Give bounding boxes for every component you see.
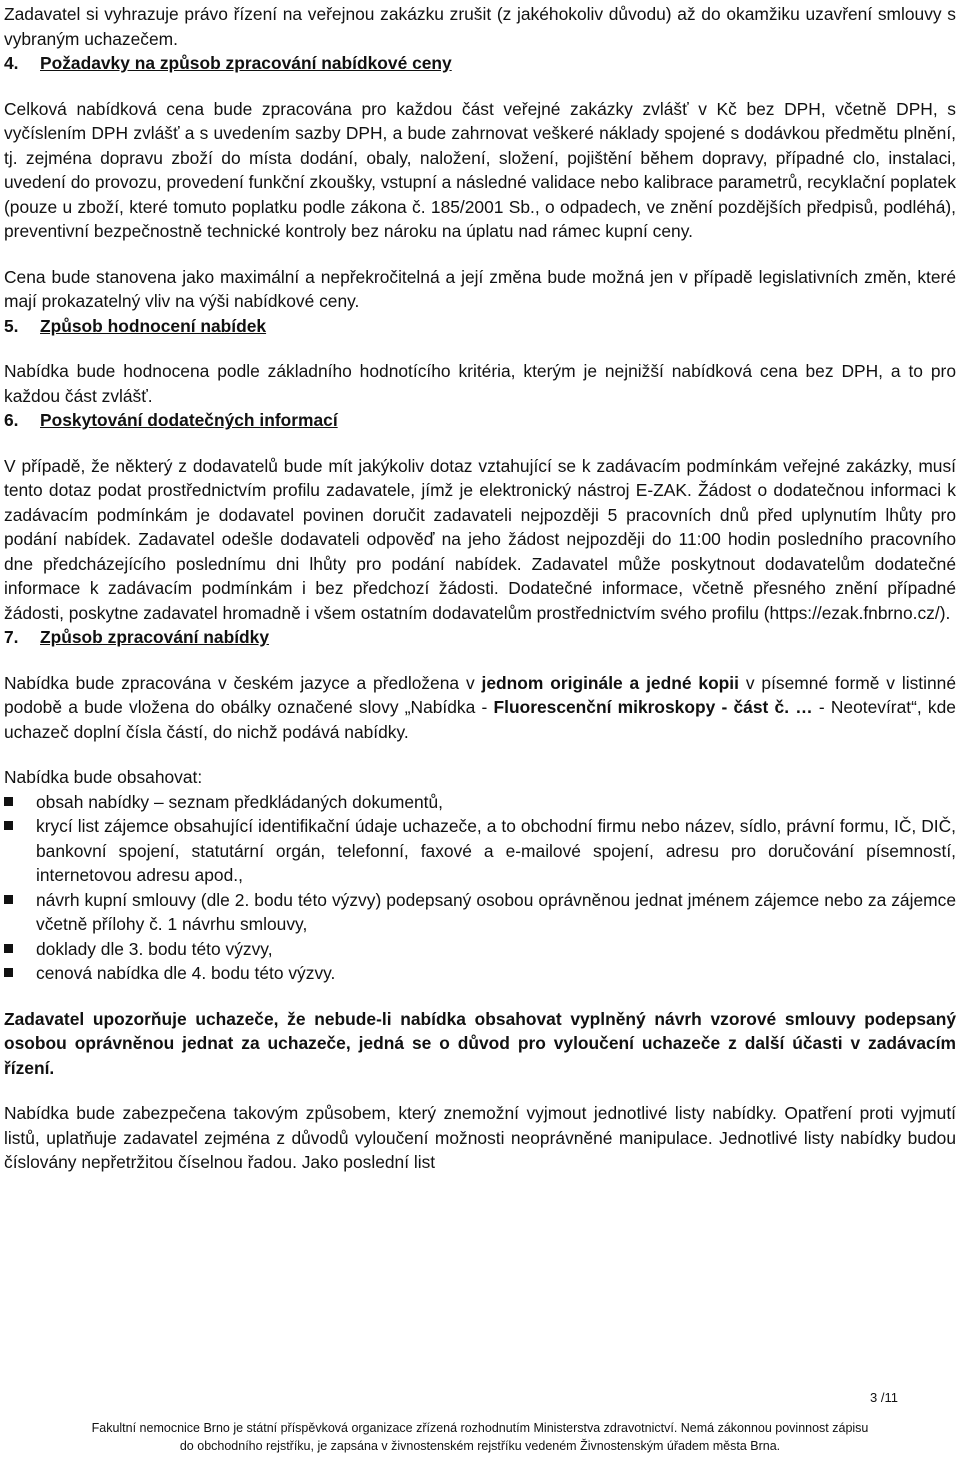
square-bullet-icon	[4, 968, 13, 977]
list-item: cenová nabídka dle 4. bodu této výzvy.	[4, 961, 956, 986]
page-number: 3 /11	[870, 1390, 898, 1405]
footer-line: do obchodního rejstříku, je zapsána v živnostenském rejstříku vedeném Živnostenským úřadem města Brna.	[179, 1439, 781, 1453]
warning-paragraph: Zadavatel upozorňuje uchazeče, že nebude-li nabídka obsahovat vyplněný návrh vzorové smlouvy podepsaný osobou oprávněnou jednat za uchazeče, jedná se o důvod pro vyloučení uchazeče z další účasti v zadávacím řízení.	[4, 1008, 956, 1078]
text-run: Nabídka bude zpracována v českém jazyce a předložena v	[4, 672, 482, 693]
footer-line: Fakultní nemocnice Brno je státní příspěvková organizace zřízená rozhodnutím Ministerstva zdravotnictví. Nemá zákonnou povinnost zápisu	[91, 1421, 869, 1435]
square-bullet-icon	[4, 797, 13, 806]
bold-text-run: Fluorescenční mikroskopy - část č. …	[493, 697, 813, 717]
text-run: - Neotevírat“, kde uchazeč doplní čísla částí, do nichž podává nabídky.	[4, 697, 956, 742]
section-title: Způsob zpracování nabídky	[40, 627, 270, 647]
section-7-heading	[4, 625, 956, 650]
list-item: krycí list zájemce obsahující identifikační údaje uchazeče, a to obchodní firmu nebo název, sídlo, právní formu, IČ, DIČ, bankovní spojení, statutární orgán, telefonní, faxové a e-mailové spojení, adresu pro doručování písemností, internetovou adresu apod.,	[4, 814, 956, 888]
section-number: 6.	[4, 410, 19, 430]
bold-text-run: jednom originále a jedné kopii	[481, 672, 739, 693]
section-4-paragraph-1: Celková nabídková cena bude zpracována pro každou část veřejné zakázky zvlášť v Kč bez DPH, včetně DPH, s vyčíslením DPH zvlášť a s uvedením sazby DPH, a bude zahrnovat veškeré náklady spojené s dodávkou předmětu plnění, tj. zejména dopravu zboží do místa dodání, obaly, naložení, složení, pojištění během dopravy, případné clo, instalaci, uvedení do provozu, provedení funkční zkoušky, vstupní a následné validace nebo kalibrace parametrů, recyklační poplatek (pouze u zboží, které tomuto poplatku podle zákona č. 185/2001 Sb., o odpadech, ve znění pozdějších předpisů, podléhá), preventivní bezpečnostně technické kontroly bez nároku na úplatu nad rámec kupní ceny.	[4, 98, 956, 241]
square-bullet-icon	[4, 821, 13, 830]
section-5-paragraph-1: Nabídka bude hodnocena podle základního hodnotícího kritéria, kterým je nejnižší nabídková cena bez DPH, a to pro každou část zvlášť.	[4, 361, 956, 406]
page-footer	[0, 1419, 960, 1455]
section-4-paragraph-2: Cena bude stanovena jako maximální a nepřekročitelná a její změna bude možná jen v případě legislativních změn, které mají prokazatelný vliv na výši nabídkové ceny.	[4, 266, 956, 311]
section-6-heading	[4, 408, 956, 433]
square-bullet-icon	[4, 895, 13, 904]
section-7-paragraph-4: Nabídka bude zabezpečena takovým způsobem, který znemožní vyjmout jednotlivé listy nabídky. Opatření proti vyjmutí listů, uplatňuje zadavatel zejména z důvodů vyloučení možnosti neoprávněné manipulace. Jednotlivé listy nabídky budou číslovány nepřetržitou číselnou řadou. Jako poslední list	[4, 1103, 956, 1172]
document-page	[4, 2, 956, 1175]
intro-paragraph: Zadavatel si vyhrazuje právo řízení na veřejnou zakázku zrušit (z jakéhokoliv důvodu) až do okamžiku uzavření smlouvy s vybraným uchazečem.	[4, 4, 956, 49]
section-title: Poskytování dodatečných informací	[40, 410, 338, 430]
list-item: obsah nabídky – seznam předkládaných dokumentů,	[4, 790, 956, 815]
text-run: v písemné formě v listinné podobě a bude vložena do obálky označené slovy „Nabídka -	[4, 672, 957, 717]
square-bullet-icon	[4, 944, 13, 953]
section-5-heading	[4, 314, 956, 339]
list-item: doklady dle 3. bodu této výzvy,	[4, 937, 956, 962]
section-4-heading	[4, 51, 956, 76]
section-6-paragraph-1: V případě, že některý z dodavatelů bude mít jakýkoliv dotaz vztahující se k zadávacím podmínkám veřejné zakázky, musí tento dotaz podat prostřednictvím profilu zadavatele, jímž je elektronický nástroj E-ZAK. Žádost o dodatečnou informaci k zadávacím podmínkám je dodavatel povinen doručit zadavateli nejpozději 5 pracovních dnů před uplynutím lhůty pro podání nabídek. Zadavatel odešle dodavateli odpověď na jeho žádost nejpozději do 11:00 hodin posledního pracovního dne předcházejícího poslednímu dni lhůty pro podání nabídek. Zadavatel může poskytnout dodavatelům dodatečné informace k zadávacím podmínkám i bez předchozí žádosti. Dodatečné informace, včetně přesného znění případné žádosti, poskytne zadavatel hromadně i všem ostatním dodavatelům prostřednictvím svého profilu (https://ezak.fnbrno.cz/).	[4, 455, 956, 623]
section-7-paragraph-1	[4, 671, 956, 745]
section-title: Způsob hodnocení nabídek	[40, 315, 267, 336]
list-item: návrh kupní smlouvy (dle 2. bodu této výzvy) podepsaný osobou oprávněnou jednat jménem zájemce nebo za zájemce včetně přílohy č. 1 návrhu smlouvy,	[4, 888, 956, 937]
section-7-paragraph-2: Nabídka bude obsahovat:	[4, 767, 203, 787]
section-title: Požadavky na způsob zpracování nabídkové ceny	[40, 53, 452, 73]
section-number: 4.	[4, 53, 19, 73]
section-number: 5.	[4, 315, 19, 336]
section-number: 7.	[4, 627, 19, 647]
offer-contents-list	[4, 790, 956, 986]
